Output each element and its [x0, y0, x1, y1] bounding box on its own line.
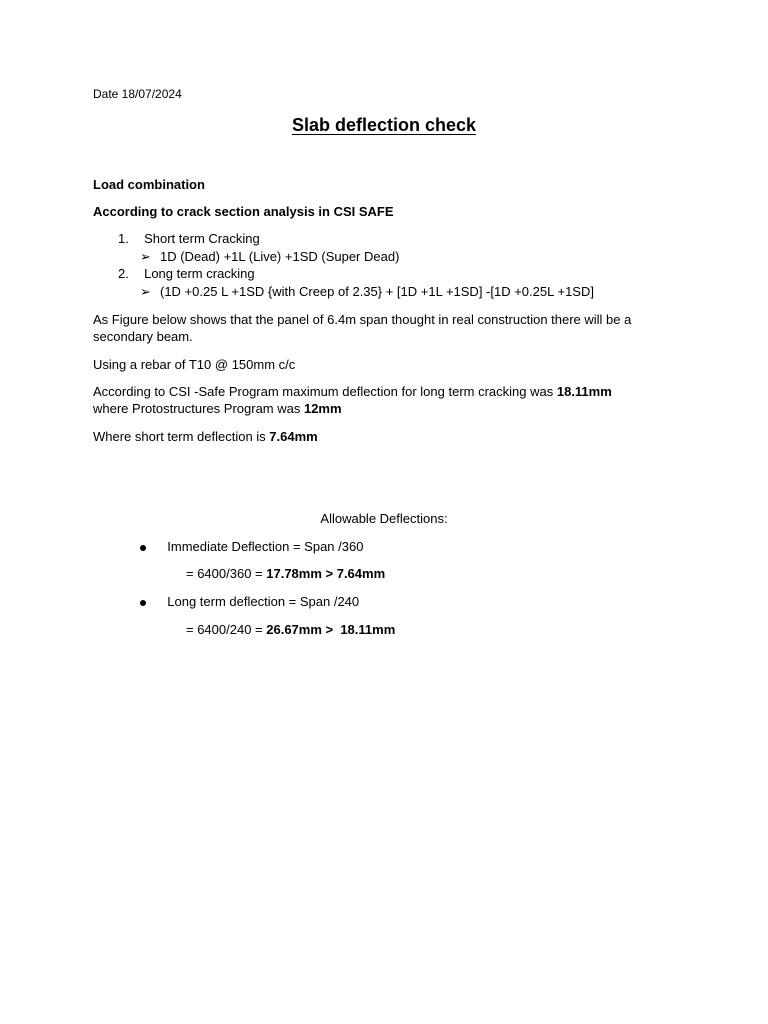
load-combination-heading: Load combination	[93, 177, 205, 192]
calc-result: 26.67mm > 18.11mm	[266, 622, 396, 637]
csi-paragraph	[93, 383, 683, 417]
list-label: Short term Cracking	[144, 231, 260, 246]
figure-paragraph: As Figure below shows that the panel of 6.4m span thought in real construction there will be a secondary beam.	[93, 312, 632, 344]
csi-text-1: According to CSI -Safe Program maximum deflection for long term cracking was	[93, 384, 557, 399]
analysis-heading: According to crack section analysis in CSI SAFE	[93, 204, 394, 219]
sub-item-2	[140, 283, 594, 300]
bullet-label: Long term deflection = Span /240	[167, 594, 360, 609]
list-number: 1.	[118, 231, 129, 246]
arrow-bullet-icon: ➢	[140, 249, 151, 264]
short-term-paragraph	[93, 428, 318, 445]
rebar-paragraph: Using a rebar of T10 @ 150mm c/c	[93, 357, 296, 372]
date-line: Date 18/07/2024	[93, 87, 182, 101]
calc-result: 17.78mm > 7.64mm	[266, 566, 386, 581]
bullet-item-1	[140, 538, 363, 555]
short-term-text: Where short term deflection is	[93, 429, 270, 444]
bullet-label: Immediate Deflection = Span /360	[167, 539, 364, 554]
list-item-1	[118, 230, 260, 247]
page-title: Slab deflection check	[291, 115, 477, 135]
bullet-calc-2	[186, 621, 395, 638]
list-number: 2.	[118, 266, 129, 281]
bullet-item-2	[140, 593, 359, 610]
calc-prefix: = 6400/240 =	[186, 622, 267, 637]
sub-item-text: 1D (Dead) +1L (Live) +1SD (Super Dead)	[160, 249, 400, 264]
csi-value-2: 12mm	[303, 401, 342, 416]
sub-item-text: (1D +0.25 L +1SD {with Creep of 2.35} + [1D +1L +1SD] -[1D +0.25L +1SD]	[160, 284, 594, 299]
csi-text-2: where Protostructures Program was	[93, 401, 304, 416]
bullet-dot-icon	[140, 545, 146, 551]
allowable-heading: Allowable Deflections:	[320, 511, 448, 526]
list-item-2	[118, 265, 255, 282]
sub-item-1	[140, 248, 399, 265]
list-label: Long term cracking	[144, 266, 255, 281]
bullet-calc-1	[186, 565, 385, 582]
calc-prefix: = 6400/360 =	[186, 566, 267, 581]
bullet-dot-icon	[140, 600, 146, 606]
arrow-bullet-icon: ➢	[140, 284, 151, 299]
short-term-value: 7.64mm	[269, 429, 318, 444]
csi-value-1: 18.11mm	[556, 384, 612, 399]
